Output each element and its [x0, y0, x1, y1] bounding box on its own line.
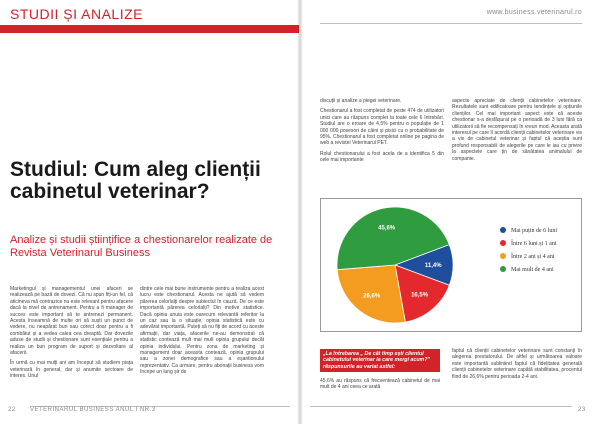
footer-publication: VETERINARUL BUSINESS ANUL I NR.3 — [30, 407, 156, 413]
pie-slice-label: 11,4% — [424, 262, 442, 269]
left-column-2 — [140, 286, 264, 380]
pie-slice-label: 45,6% — [378, 225, 396, 232]
page-number-left: 22 — [8, 407, 16, 413]
legend-swatch — [500, 253, 506, 259]
paragraph: faptul că clienții cabinetelor veterinare sunt constanți în alegerea prestatorului. De altfel și următoarea valoare este importantă subliniind faptul că fidelitatea generală clienții cabinetelor veterinare capătă stabilitatea, procentul fiind de 26,6% pentru perioada 2-4 ani. — [452, 348, 582, 380]
legend-swatch — [500, 227, 506, 233]
article-subheadline: Analize și studii științifice a chestionarelor realizate de Revista Veterinarul Business — [10, 234, 273, 259]
right-page — [300, 0, 600, 424]
right-column-1 — [320, 98, 444, 168]
right-column-4 — [452, 348, 582, 384]
pull-quote-text: „La întrebarea „ De cât timp ești clientul cabinetului veterinar la care mergi acum?" răspunsurile au variat astfel: — [323, 351, 431, 370]
left-page — [0, 0, 299, 424]
paragraph: dintre cele mai bune instrumente pentru a realiza acest lucru este chestionarul. Acesta ne ajută să vedem părerea celorlalți despre subiectul în cauză. De ce este importantă părerea celorlalți? Din motive statistice. Dacă opinia unuia este oarecum relevantă referitor la un caz sau la o situație, opinia statistică este cu adevărat importantă. Puteți să nu fiți de acord cu aceste afirmații, dar viața, afacerile ne-au demonstrat că statistic contează mult mai mult opinia grupului decât opinia individului. Pentru zona de marketing și management doar aceasta contează, opinia grupului sau a zonei demografice sau a eșantionului reprezentativ. Ca urmare, pentru abonații business vom începe un lung șir de — [140, 286, 264, 376]
right-column-3 — [320, 378, 440, 395]
legend-label: Mai mult de 4 ani — [511, 267, 554, 273]
legend-label: Între 2 ani și 4 ani — [511, 254, 555, 260]
footer-rule — [310, 406, 572, 407]
paragraph: Marketingul și managementul unei afaceri se realizează pe bază de dovezi. Că nu spun fiți-un fel, că aticineva mă contrazice nu este relevant pentru afacere dacă la nivel de antrenament. Pentru a fi manager de succes este important să te antrenezi permanent. Acesta înseamnă de multe ori să suști un punct de vedere, nu neapărat bun sau corect doar pentru a fi combătut și a vedea calea cea dreaptă. Dar dovezile aduse de studii și chestionare sunt esențiale pentru a realiza un bun program de suport și dezvoltare al afacerii. — [10, 286, 133, 357]
legend-label: Între 6 luni și 1 ani — [511, 241, 557, 247]
pull-quote — [320, 349, 440, 372]
paragraph: discuții și analize a piegei veterinare. — [320, 98, 402, 104]
website-url: www.business.veterinarul.ro — [486, 9, 582, 16]
left-column-1 — [10, 286, 133, 384]
legend-label: Mai puțin de 6 luni — [511, 228, 557, 234]
page-gutter — [297, 0, 303, 424]
paragraph: Rolul chestionarului a fost acela de a identifica 5 din cele mai importante — [320, 150, 444, 164]
paragraph: Chestionarul a fost completat de peste 474 de utilizatori unici care au răspuns complet la toate cele 6 întrebări. Studiul are o eroare de 4,5% pentru o populație de 1 000 000 posesori de câini și pisici cu o probabilitate de 95%. Chestionarul a fost completat online pe pagina de web a revistei Veterinarul PET. — [320, 108, 444, 147]
legend-swatch — [500, 266, 506, 272]
paragraph: 45,6% au răspuns că frecventează cabinetul de mai mult de 4 ani ceea ce arată — [320, 378, 440, 391]
pie-slice-label: 26,6% — [363, 293, 381, 300]
section-title-bar — [0, 25, 299, 33]
page-number-right: 23 — [578, 407, 586, 413]
legend-swatch — [500, 240, 506, 246]
paragraph: În urmă cu mai mulți ani am început să studiem piața veterinară în general, dar și anumite sectoare de interes. Unul — [10, 360, 133, 380]
pie-chart-frame — [320, 198, 582, 332]
section-title: STUDII ȘI ANALIZE — [10, 6, 143, 22]
right-column-2 — [452, 98, 582, 166]
paragraph: aspecte apreciate de clienții cabinetelor veterinare. Rezultatele sunt edificatoare pentru tendințele și opțiunile clienților. Cel mai important aspect este că aceste chestionar s-a desfășurat pe o perioadă de 3 luni fără ca utilizatorii să fie recompensați în vreun mod. Aceasta arată interesul pe care îl acordă clienții cabinetelor veterinare vis a vis de cabinetul veterinar și faptul că aceștia sunt profund responsabili de alegerile pe care le iau cu privire la aspectele care țin de sănătatea animalului de companie. — [452, 98, 582, 162]
article-headline: Studiul: Cum aleg clienții cabinetul veterinar? — [10, 158, 261, 203]
pie-chart — [321, 199, 581, 331]
header-rule — [320, 23, 582, 24]
pie-slice-label: 16,5% — [411, 292, 429, 299]
